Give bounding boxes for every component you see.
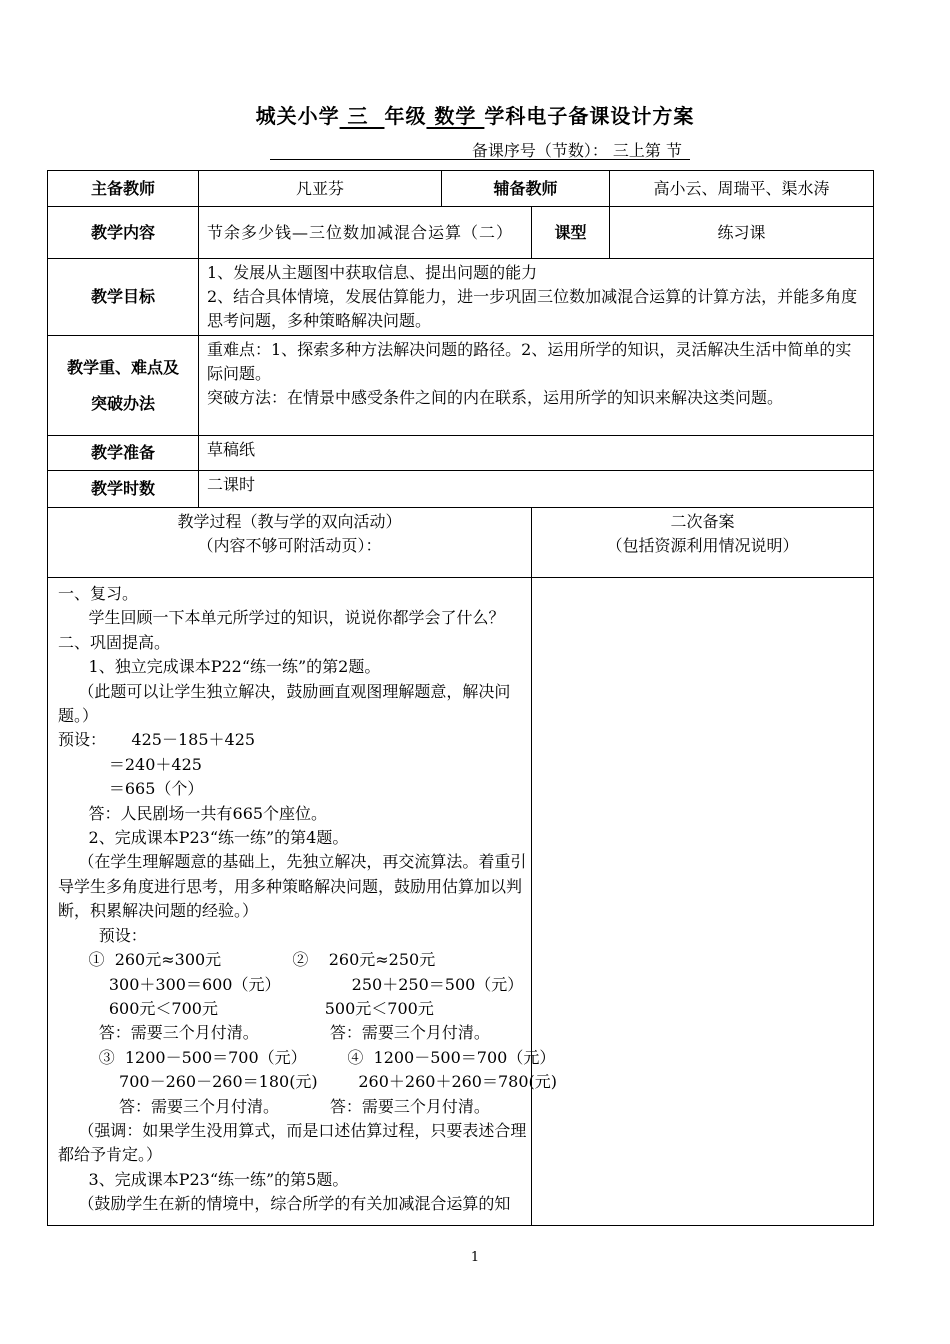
lesson-plan-table — [47, 170, 874, 1226]
page-number: 1 — [470, 1250, 480, 1265]
second-prep-header: 二次备案 （包括资源利用情况说明） — [532, 508, 874, 578]
process-header: 教学过程（教与学的双向活动） （内容不够可附活动页）： — [48, 508, 532, 578]
main-teacher: 凡亚芬 — [199, 171, 442, 207]
type-label: 课型 — [532, 207, 610, 259]
teaching-goals — [199, 259, 874, 336]
process-line: 2、完成课本P23“练一练”的第4题。 — [58, 828, 349, 848]
process-line: 都给予肯定。） — [58, 1145, 163, 1165]
process-line: （强调：如果学生没用算式，而是口述估算过程，只要表述合理 — [58, 1120, 527, 1140]
key-points-label: 教学重、难点及 突破办法 — [48, 336, 199, 436]
process-line: 题。） — [58, 706, 99, 726]
document-title: 城关小学 三 年级 数学 学科电子备课设计方案 — [255, 104, 695, 128]
process-line: （鼓励学生在新的情境中，综合所学的有关加减混合运算的知 — [58, 1194, 511, 1214]
process-line: 学生回顾一下本单元所学过的知识，说说你都学会了什么？ — [58, 608, 505, 628]
content-label: 教学内容 — [48, 207, 199, 259]
hours-label: 教学时数 — [48, 471, 199, 508]
teaching-process — [48, 578, 558, 1226]
process-line: ＝240＋425 — [58, 754, 202, 774]
process-line: 3、完成课本P23“练一练”的第5题。 — [58, 1169, 349, 1189]
process-line: ① 260元≈300元 ② 260元≈250元 — [58, 950, 436, 970]
teaching-hours: 二课时 — [199, 471, 874, 508]
goals-label: 教学目标 — [48, 259, 199, 336]
key-points: 重难点：1、探索多种方法解决问题的路径。2、运用所学的知识，灵活解决生活中简单的实际问题。 — [207, 340, 852, 383]
teaching-prep: 草稿纸 — [199, 436, 874, 471]
process-line: 答：人民剧场一共有665个座位。 — [58, 803, 328, 823]
goal-item: 2、结合具体情境，发展估算能力，进一步巩固三位数加减混合运算的计算方法，并能多角度思考问题，多种策略解决问题。 — [207, 287, 858, 330]
second-prep-notes — [532, 578, 874, 1226]
key-points-cell — [199, 336, 874, 436]
process-line: ＝665（个） — [58, 779, 204, 799]
process-line: 1、独立完成课本P22“练一练”的第2题。 — [58, 657, 381, 677]
process-line: 700－260－260＝180(元) 260＋260＋260＝780(元) — [58, 1072, 558, 1092]
process-line: 一、复习。 — [58, 584, 139, 603]
process-line: 答：需要三个月付清。 答：需要三个月付清。 — [58, 1023, 490, 1043]
process-line: 断，积累解决问题的经验。） — [58, 901, 259, 921]
assist-teacher-label: 辅备教师 — [442, 171, 610, 207]
breakthrough: 突破方法：在情景中感受条件之间的内在联系，运用所学的知识来解决这类问题。 — [207, 388, 784, 407]
process-line: 300＋300＝600（元） 250＋250＝500（元） — [58, 974, 524, 994]
process-line: （在学生理解题意的基础上，先独立解决，再交流算法。着重引 — [58, 852, 527, 872]
assist-teachers: 高小云、周瑞平、渠水涛 — [610, 171, 874, 207]
process-line: 导学生多角度进行思考，用多种策略解决问题，鼓励用估算加以判 — [58, 876, 523, 896]
process-line: 二、巩固提高。 — [58, 632, 171, 652]
lesson-content: 节余多少钱—三位数加减混合运算（二） — [199, 207, 532, 259]
prep-label: 教学准备 — [48, 436, 199, 471]
process-line: 600元＜700元 500元＜700元 — [58, 998, 434, 1018]
main-teacher-label: 主备教师 — [48, 171, 199, 207]
process-line: 答：需要三个月付清。 答：需要三个月付清。 — [58, 1096, 490, 1116]
process-line: （此题可以让学生独立解决，鼓励画直观图理解题意，解决问 — [58, 681, 511, 701]
lesson-type: 练习课 — [610, 207, 874, 259]
process-line: 预设： 425－185＋425 — [58, 730, 256, 750]
process-line: ③ 1200－500＝700（元） ④ 1200－500＝700（元） — [58, 1047, 556, 1067]
process-line: 预设： — [58, 925, 147, 945]
goal-item: 1、发展从主题图中获取信息、提出问题的能力 — [207, 263, 538, 282]
lesson-number: 备课序号（节数）： 三上第 节 — [270, 138, 690, 160]
